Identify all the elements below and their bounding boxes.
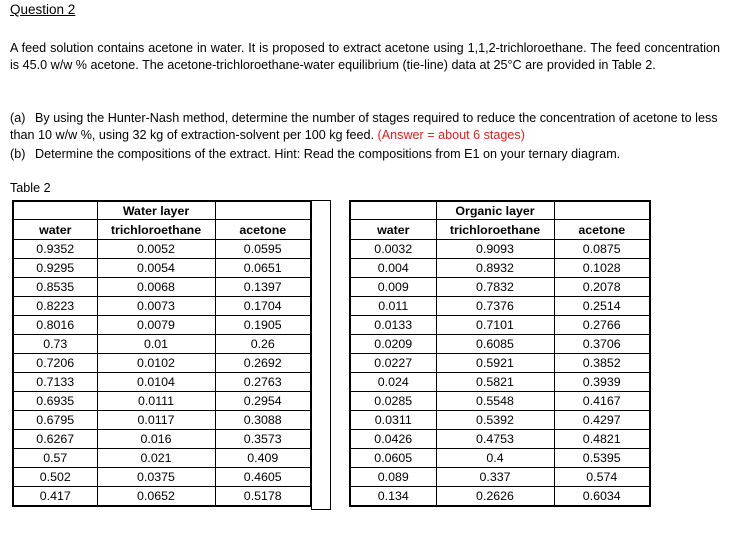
table-row <box>350 392 650 411</box>
table-row <box>13 392 311 411</box>
table-cell: 0.0133 <box>350 316 436 335</box>
organic-layer-title: Organic layer <box>455 203 535 218</box>
table-cell: 0.8932 <box>436 259 554 278</box>
column-header: acetone <box>215 220 311 240</box>
table-cell: 0.7101 <box>436 316 554 335</box>
table-row <box>13 278 311 297</box>
table-cell: 0.4753 <box>436 430 554 449</box>
table-cell: 0.417 <box>13 487 97 507</box>
table-row <box>350 335 650 354</box>
table-cell: 0.0209 <box>350 335 436 354</box>
table-row <box>350 297 650 316</box>
table-cell: 0.1905 <box>215 316 311 335</box>
problem-statement: A feed solution contains acetone in water. It is proposed to extract acetone using 1,1,2-trichloroethane. The feed concentration is 45.0 w/w % acetone. The acetone-trichloroethane-water equilibrium (tie-line) data at 25°C are provided in Table 2. <box>10 41 720 72</box>
water-layer-table <box>12 200 312 507</box>
table-cell: 0.024 <box>350 373 436 392</box>
part-b-label: (b) <box>10 147 26 161</box>
table-row <box>13 335 311 354</box>
column-header: water <box>350 220 436 240</box>
table-cell: 0.0052 <box>97 240 215 259</box>
part-b <box>10 146 722 163</box>
table-row <box>13 430 311 449</box>
table-row <box>13 411 311 430</box>
table-cell: 0.1397 <box>215 278 311 297</box>
table-cell: 0.2078 <box>554 278 650 297</box>
table-cell: 0.021 <box>97 449 215 468</box>
table-cell: 0.6267 <box>13 430 97 449</box>
table-cell: 0.7376 <box>436 297 554 316</box>
table-cell: 0.1028 <box>554 259 650 278</box>
organic-layer-table <box>349 200 651 507</box>
table-cell: 0.7206 <box>13 354 97 373</box>
table-cell: 0.0102 <box>97 354 215 373</box>
table-cell: 0.004 <box>350 259 436 278</box>
table-cell: 0.0111 <box>97 392 215 411</box>
table-cell: 0.26 <box>215 335 311 354</box>
table-cell: 0.73 <box>13 335 97 354</box>
table-cell: 0.134 <box>350 487 436 507</box>
table-cell: 0.4297 <box>554 411 650 430</box>
table-cell: 0.0227 <box>350 354 436 373</box>
table-cell: 0.8016 <box>13 316 97 335</box>
table-cell: 0.0054 <box>97 259 215 278</box>
table-cell: 0.3573 <box>215 430 311 449</box>
table-cell: 0.6795 <box>13 411 97 430</box>
table-row <box>350 373 650 392</box>
table-cell: 0.7133 <box>13 373 97 392</box>
table-cell: 0.574 <box>554 468 650 487</box>
table-row <box>350 430 650 449</box>
table-cell: 0.9093 <box>436 240 554 259</box>
table-row <box>13 487 311 507</box>
table-cell: 0.0073 <box>97 297 215 316</box>
column-header: trichloroethane <box>436 220 554 240</box>
table-cell: 0.0068 <box>97 278 215 297</box>
part-b-text: Determine the compositions of the extract. Hint: Read the compositions from E1 on your ternary diagram. <box>35 147 621 161</box>
table-row <box>350 240 650 259</box>
table-cell: 0.0079 <box>97 316 215 335</box>
table-cell: 0.5392 <box>436 411 554 430</box>
table-cell: 0.2954 <box>215 392 311 411</box>
table-cell: 0.2626 <box>436 487 554 507</box>
table-cell: 0.7832 <box>436 278 554 297</box>
part-a <box>10 110 722 144</box>
table-row <box>350 487 650 507</box>
table-cell: 0.0104 <box>97 373 215 392</box>
water-layer-title: Water layer <box>122 203 190 218</box>
table-cell: 0.089 <box>350 468 436 487</box>
table-cell: 0.502 <box>13 468 97 487</box>
table-cell: 0.3852 <box>554 354 650 373</box>
table-row <box>13 468 311 487</box>
table-cell: 0.2692 <box>215 354 311 373</box>
table-cell: 0.1704 <box>215 297 311 316</box>
table-cell: 0.5395 <box>554 449 650 468</box>
table-cell: 0.0651 <box>215 259 311 278</box>
table-cell: 0.6935 <box>13 392 97 411</box>
column-header: water <box>13 220 97 240</box>
table-cell: 0.4821 <box>554 430 650 449</box>
table-row <box>350 449 650 468</box>
table-row <box>13 449 311 468</box>
table-cell: 0.9352 <box>13 240 97 259</box>
table-row <box>13 297 311 316</box>
table-cell: 0.409 <box>215 449 311 468</box>
table-cell: 0.8223 <box>13 297 97 316</box>
table-cell: 0.0311 <box>350 411 436 430</box>
table-cell: 0.5178 <box>215 487 311 507</box>
column-header: trichloroethane <box>97 220 215 240</box>
table-cell: 0.4605 <box>215 468 311 487</box>
column-header: acetone <box>554 220 650 240</box>
table-cell: 0.016 <box>97 430 215 449</box>
question-heading: Question 2 <box>10 2 76 17</box>
table-row <box>350 259 650 278</box>
table-cell: 0.5548 <box>436 392 554 411</box>
table-row <box>13 259 311 278</box>
table-cell: 0.6034 <box>554 487 650 507</box>
table-row <box>350 278 650 297</box>
table-cell: 0.0605 <box>350 449 436 468</box>
table-cell: 0.0652 <box>97 487 215 507</box>
table-row <box>350 468 650 487</box>
table-cell: 0.5821 <box>436 373 554 392</box>
table-cell: 0.0117 <box>97 411 215 430</box>
table-cell: 0.011 <box>350 297 436 316</box>
table-cell: 0.2763 <box>215 373 311 392</box>
table-cell: 0.3706 <box>554 335 650 354</box>
table-cell: 0.4 <box>436 449 554 468</box>
table-cell: 0.337 <box>436 468 554 487</box>
table-cell: 0.009 <box>350 278 436 297</box>
table-cell: 0.2766 <box>554 316 650 335</box>
table-row <box>350 354 650 373</box>
part-a-answer: (Answer = about 6 stages) <box>377 128 525 142</box>
part-a-label: (a) <box>10 111 26 125</box>
table-cell: 0.0426 <box>350 430 436 449</box>
table-row <box>13 316 311 335</box>
table-row <box>350 316 650 335</box>
table-cell: 0.3088 <box>215 411 311 430</box>
table-cell: 0.8535 <box>13 278 97 297</box>
table-cell: 0.0032 <box>350 240 436 259</box>
table-row <box>13 354 311 373</box>
table-cell: 0.4167 <box>554 392 650 411</box>
table-row <box>13 240 311 259</box>
table-divider <box>311 200 331 510</box>
table-cell: 0.0285 <box>350 392 436 411</box>
table-label: Table 2 <box>10 181 51 195</box>
table-cell: 0.0875 <box>554 240 650 259</box>
table-cell: 0.5921 <box>436 354 554 373</box>
table-cell: 0.9295 <box>13 259 97 278</box>
table-row <box>350 411 650 430</box>
part-a-text: By using the Hunter-Nash method, determine the number of stages required to reduce the concentration of acetone to less than 10 w/w %, using 32 kg of extraction-solvent per 100 kg feed. <box>10 111 718 142</box>
table-row <box>13 373 311 392</box>
table-cell: 0.3939 <box>554 373 650 392</box>
table-cell: 0.6085 <box>436 335 554 354</box>
table-cell: 0.57 <box>13 449 97 468</box>
table-cell: 0.2514 <box>554 297 650 316</box>
table-cell: 0.01 <box>97 335 215 354</box>
table-cell: 0.0595 <box>215 240 311 259</box>
table-cell: 0.0375 <box>97 468 215 487</box>
